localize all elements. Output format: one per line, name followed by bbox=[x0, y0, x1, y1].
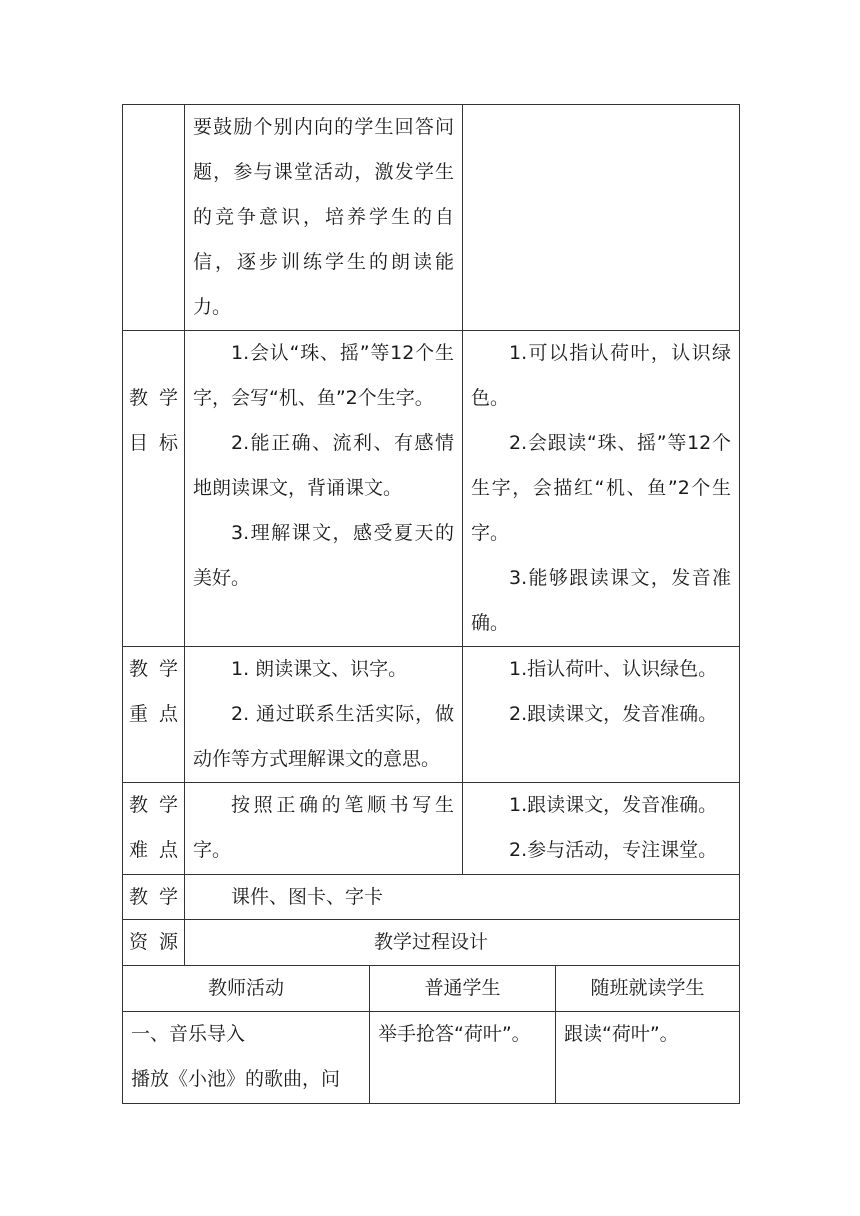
row-label-key-points bbox=[123, 647, 185, 783]
key-point-item: 1.指认荷叶、认识绿色。 bbox=[509, 658, 718, 680]
normal-student-cell bbox=[185, 105, 463, 331]
header-special-students: 随班就读学生 bbox=[556, 966, 740, 1012]
normal-student-response: 举手抢答“荷叶”。 bbox=[378, 1023, 531, 1045]
row-label-empty bbox=[123, 105, 185, 331]
row-label-goals bbox=[123, 331, 185, 647]
key-point-item: 2. 通过联系生活实际，做动作等方式理解课文的意思。 bbox=[193, 703, 454, 770]
process-header-row bbox=[123, 966, 740, 1012]
table-row bbox=[123, 1012, 740, 1104]
key-points-label: 教学重点 bbox=[129, 658, 178, 725]
goal-item: 1.可以指认荷叶，认识绿色。 bbox=[471, 342, 731, 409]
goal-item: 3.能够跟读课文，发音准确。 bbox=[471, 567, 731, 634]
resources-text: 课件、图卡、字卡 bbox=[231, 886, 384, 908]
resources-label: 教学资源 bbox=[129, 886, 178, 953]
header-teacher-activity: 教师活动 bbox=[123, 966, 370, 1012]
table-row-continuation bbox=[123, 105, 740, 331]
table-row-difficulty bbox=[123, 783, 740, 875]
special-student-cell bbox=[463, 331, 740, 647]
special-student-cell bbox=[556, 1012, 740, 1104]
difficulty-item: 2.参与活动，专注课堂。 bbox=[509, 839, 718, 861]
goal-item: 2.能正确、流利、有感情地朗读课文，背诵课文。 bbox=[193, 432, 454, 499]
goals-label: 教学目标 bbox=[129, 387, 178, 454]
activity-heading: 一、音乐导入 bbox=[131, 1023, 246, 1045]
row-label-difficulty bbox=[123, 783, 185, 875]
special-student-cell bbox=[463, 783, 740, 875]
normal-student-cell bbox=[185, 783, 463, 875]
special-student-cell bbox=[463, 105, 740, 331]
difficulty-item: 按照正确的笔顺书写生字。 bbox=[193, 794, 454, 861]
continuation-text: 要鼓励个别内向的学生回答问题，参与课堂活动，激发学生的竞争意识，培养学生的自信，逐步训练学生的朗读能力。 bbox=[193, 116, 454, 318]
goal-item: 3.理解课文，感受夏天的美好。 bbox=[193, 522, 454, 589]
process-table bbox=[122, 919, 740, 1104]
goal-item: 1.会认“珠、摇”等12个生字，会写“机、鱼”2个生字。 bbox=[193, 342, 454, 409]
process-title-row bbox=[123, 920, 740, 966]
key-point-item: 1. 朗读课文、识字。 bbox=[231, 658, 408, 680]
goal-item: 2.会跟读“珠、摇”等12个生字，会描红“机、鱼”2个生字。 bbox=[471, 432, 731, 544]
difficulty-item: 1.跟读课文，发音准确。 bbox=[509, 794, 718, 816]
table-row-key-points bbox=[123, 647, 740, 783]
table-row-goals bbox=[123, 331, 740, 647]
special-student-cell bbox=[463, 647, 740, 783]
special-student-response: 跟读“荷叶”。 bbox=[564, 1023, 679, 1045]
process-title: 教学过程设计 bbox=[123, 920, 740, 966]
normal-student-cell bbox=[185, 331, 463, 647]
difficulty-label: 教学难点 bbox=[129, 794, 178, 861]
normal-student-cell bbox=[370, 1012, 556, 1104]
activity-text: 播放《小池》的歌曲，问 bbox=[131, 1068, 341, 1090]
normal-student-cell bbox=[185, 647, 463, 783]
header-normal-students: 普通学生 bbox=[370, 966, 556, 1012]
lesson-plan-table bbox=[122, 104, 740, 966]
key-point-item: 2.跟读课文，发音准确。 bbox=[509, 703, 718, 725]
teacher-activity-cell bbox=[123, 1012, 370, 1104]
